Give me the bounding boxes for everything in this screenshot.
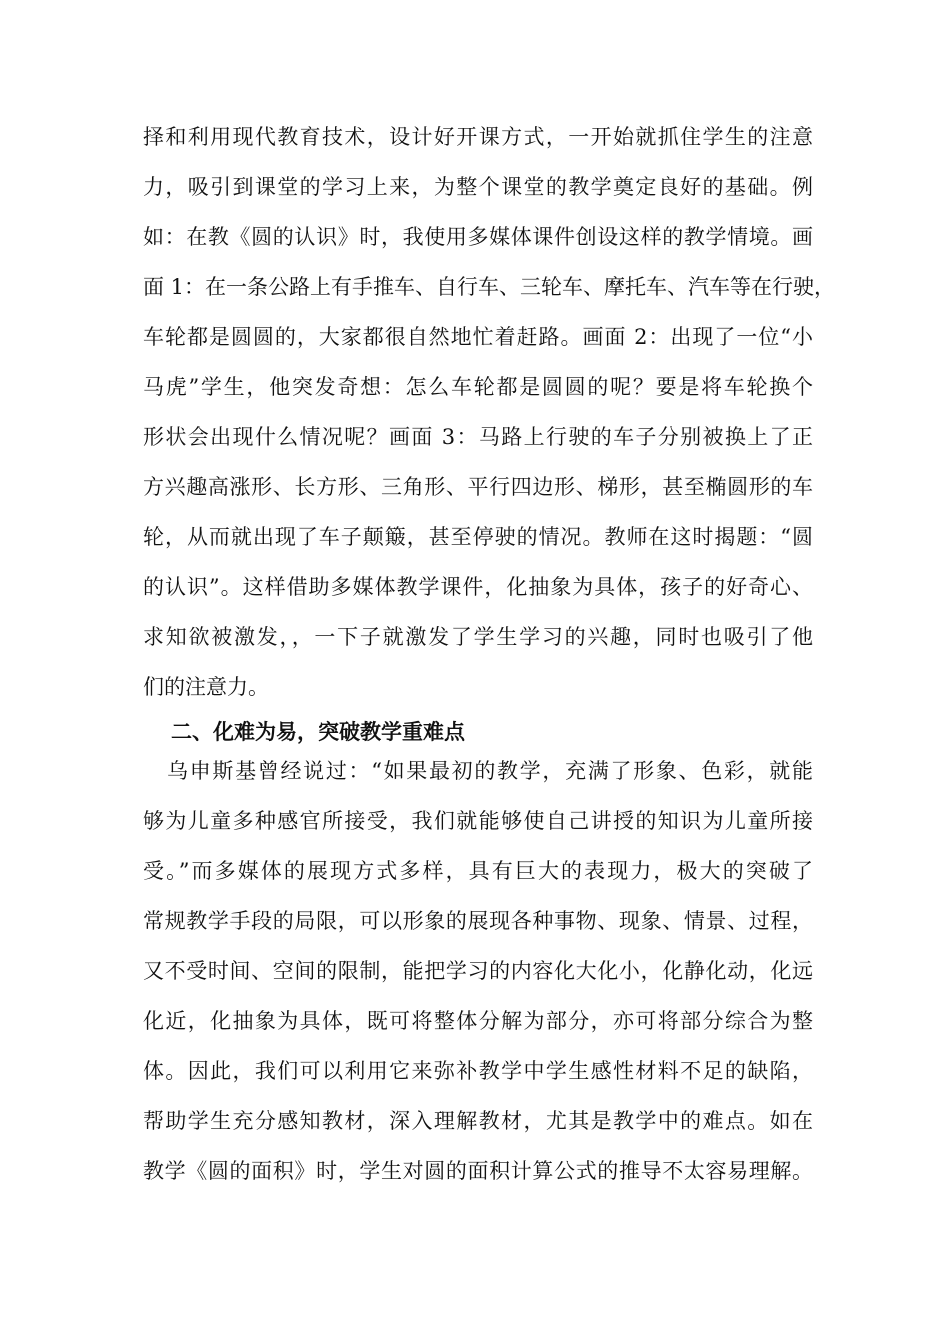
paragraph2-line-1: 乌申斯基曾经说过：“如果最初的教学，充满了形象、色彩，就能 [167,759,813,783]
paragraph1-line-3: 如：在教《圆的认识》时，我使用多媒体课件创设这样的教学情境。画 [143,225,813,249]
paragraph1-line-5: 车轮都是圆圆的，大家都很自然地忙着赶路。画面 2：出现了一位“小 [143,325,813,349]
paragraph1-line-10: 的认识”。这样借助多媒体教学课件，化抽象为具体，孩子的好奇心、 [143,575,813,599]
section-heading: 二、化难为易，突破教学重难点 [171,719,465,744]
paragraph2-line-5: 又不受时间、空间的限制，能把学习的内容化大化小，化静化动，化远 [143,959,813,983]
paragraph1-line-7: 形状会出现什么情况呢？画面 3：马路上行驶的车子分别被换上了正 [143,425,813,449]
paragraph1-line-12: 们的注意力。 [143,675,269,699]
paragraph2-line-8: 帮助学生充分感知教材，深入理解教材，尤其是教学中的难点。如在 [143,1109,813,1133]
paragraph2-line-4: 常规教学手段的局限，可以形象的展现各种事物、现象、情景、过程， [143,909,813,933]
paragraph1-line-1: 择和利用现代教育技术，设计好开课方式，一开始就抓住学生的注意 [143,125,813,149]
paragraph1-line-8: 方兴趣高涨形、长方形、三角形、平行四边形、梯形，甚至椭圆形的车 [143,475,813,499]
paragraph2-line-7: 体。因此，我们可以利用它来弥补教学中学生感性材料不足的缺陷， [143,1059,813,1083]
paragraph1-line-11: 求知欲被激发，，一下子就激发了学生学习的兴趣，同时也吸引了他 [143,625,813,649]
paragraph2-line-3: 受。”而多媒体的展现方式多样，具有巨大的表现力，极大的突破了 [143,859,813,883]
paragraph1-line-9: 轮，从而就出现了车子颠簸，甚至停驶的情况。教师在这时揭题：“圆 [143,525,813,549]
paragraph1-line-2: 力，吸引到课堂的学习上来，为整个课堂的教学奠定良好的基础。例 [143,175,813,199]
paragraph1-line-4: 面 1：在一条公路上有手推车、自行车、三轮车、摩托车、汽车等在行驶， [143,275,836,299]
paragraph2-line-2: 够为儿童多种感官所接受，我们就能够使自己讲授的知识为儿童所接 [143,809,813,833]
paragraph1-line-6: 马虎”学生，他突发奇想：怎么车轮都是圆圆的呢？要是将车轮换个 [143,375,813,399]
paragraph2-line-9: 教学《圆的面积》时，学生对圆的面积计算公式的推导不太容易理解。 [143,1159,813,1183]
paragraph2-line-6: 化近，化抽象为具体，既可将整体分解为部分，亦可将部分综合为整 [143,1009,813,1033]
